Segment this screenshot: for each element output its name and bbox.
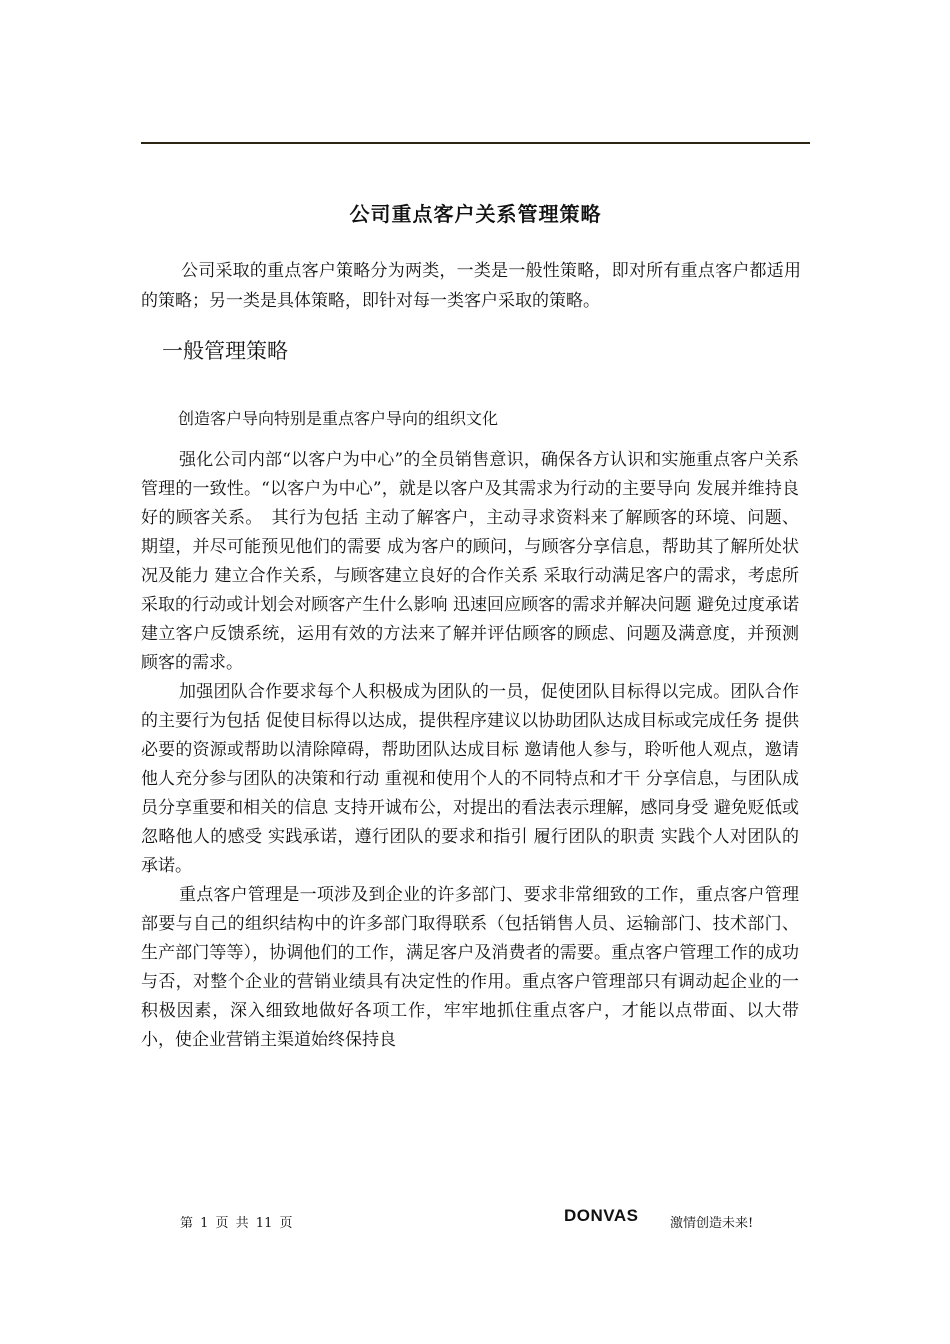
header-rule xyxy=(141,142,810,144)
paragraph-key-account-management: 重点客户管理是一项涉及到企业的许多部门、要求非常细致的工作，重点客户管理部要与自己的组织结构中的许多部门取得联系（包括销售人员、运输部门、技术部门、生产部门等等），协调他们的工作，满足客户及消费者的需要。重点客户管理工作的成功与否，对整个企业的营销业绩具有决定性的作用。重点客户管理部只有调动起企业的一积极因素，深入细致地做好各项工作，牢牢地抓住重点客户，才能以点带面、以大带小，使企业营销主渠道始终保持良 xyxy=(141,885,799,1050)
intro-paragraph: 公司采取的重点客户策略分为两类，一类是一般性策略，即对所有重点客户都适用的策略；另一类是具体策略，即针对每一类客户采取的策略。 xyxy=(141,261,801,311)
slogan: 激情创造未来! xyxy=(670,1216,754,1231)
section-heading: 一般管理策略 xyxy=(162,339,288,363)
paragraph-customer-orientation: 强化公司内部“以客户为中心”的全员销售意识，确保各方认识和实施重点客户关系管理的一致性。“以客户为中心”，就是以客户及其需求为行动的主要导向 发展并维持良好的顾客关系。 其行为包括 主动了解客户，主动寻求资料来了解顾客的环境、问题、期望，并尽可能预见他们的需要 成为客户的顾问，与顾客分享信息，帮助其了解所处状况及能力 建立合作关系，与顾客建立良好的合作关系 采取行动满足客户的需求，考虑所采取的行动或计划会对顾客产生什么影响 迅速回应顾客的需求并解决问题 避免过度承诺 建立客户反馈系统，运用有效的方法来了解并评估顾客的顾虑、问题及满意度，并预测顾客的需求。 xyxy=(141,450,799,673)
page-footer xyxy=(0,1206,950,1234)
paragraph-teamwork: 加强团队合作要求每个人积极成为团队的一员，促使团队目标得以完成。团队合作的主要行为包括 促使目标得以达成，提供程序建议以协助团队达成目标或完成任务 提供必要的资源或帮助以清除障碍，帮助团队达成目标 邀请他人参与，聆听他人观点，邀请他人充分参与团队的决策和行动 重视和使用个人的不同特点和才干 分享信息，与团队成员分享重要和相关的信息 支持开诚布公，对提出的看法表示理解，感同身受 避免贬低或忽略他人的感受 实践承诺，遵行团队的要求和指引 履行团队的职责 实践个人对团队的承诺。 xyxy=(141,682,799,876)
page-counter: 第 1 页 共 11 页 xyxy=(180,1216,293,1231)
document-title: 公司重点客户关系管理策略 xyxy=(349,202,602,226)
sub-heading: 创造客户导向特别是重点客户导向的组织文化 xyxy=(178,409,499,428)
body-text xyxy=(141,446,799,1055)
brand-name: DONVAS xyxy=(564,1206,639,1225)
